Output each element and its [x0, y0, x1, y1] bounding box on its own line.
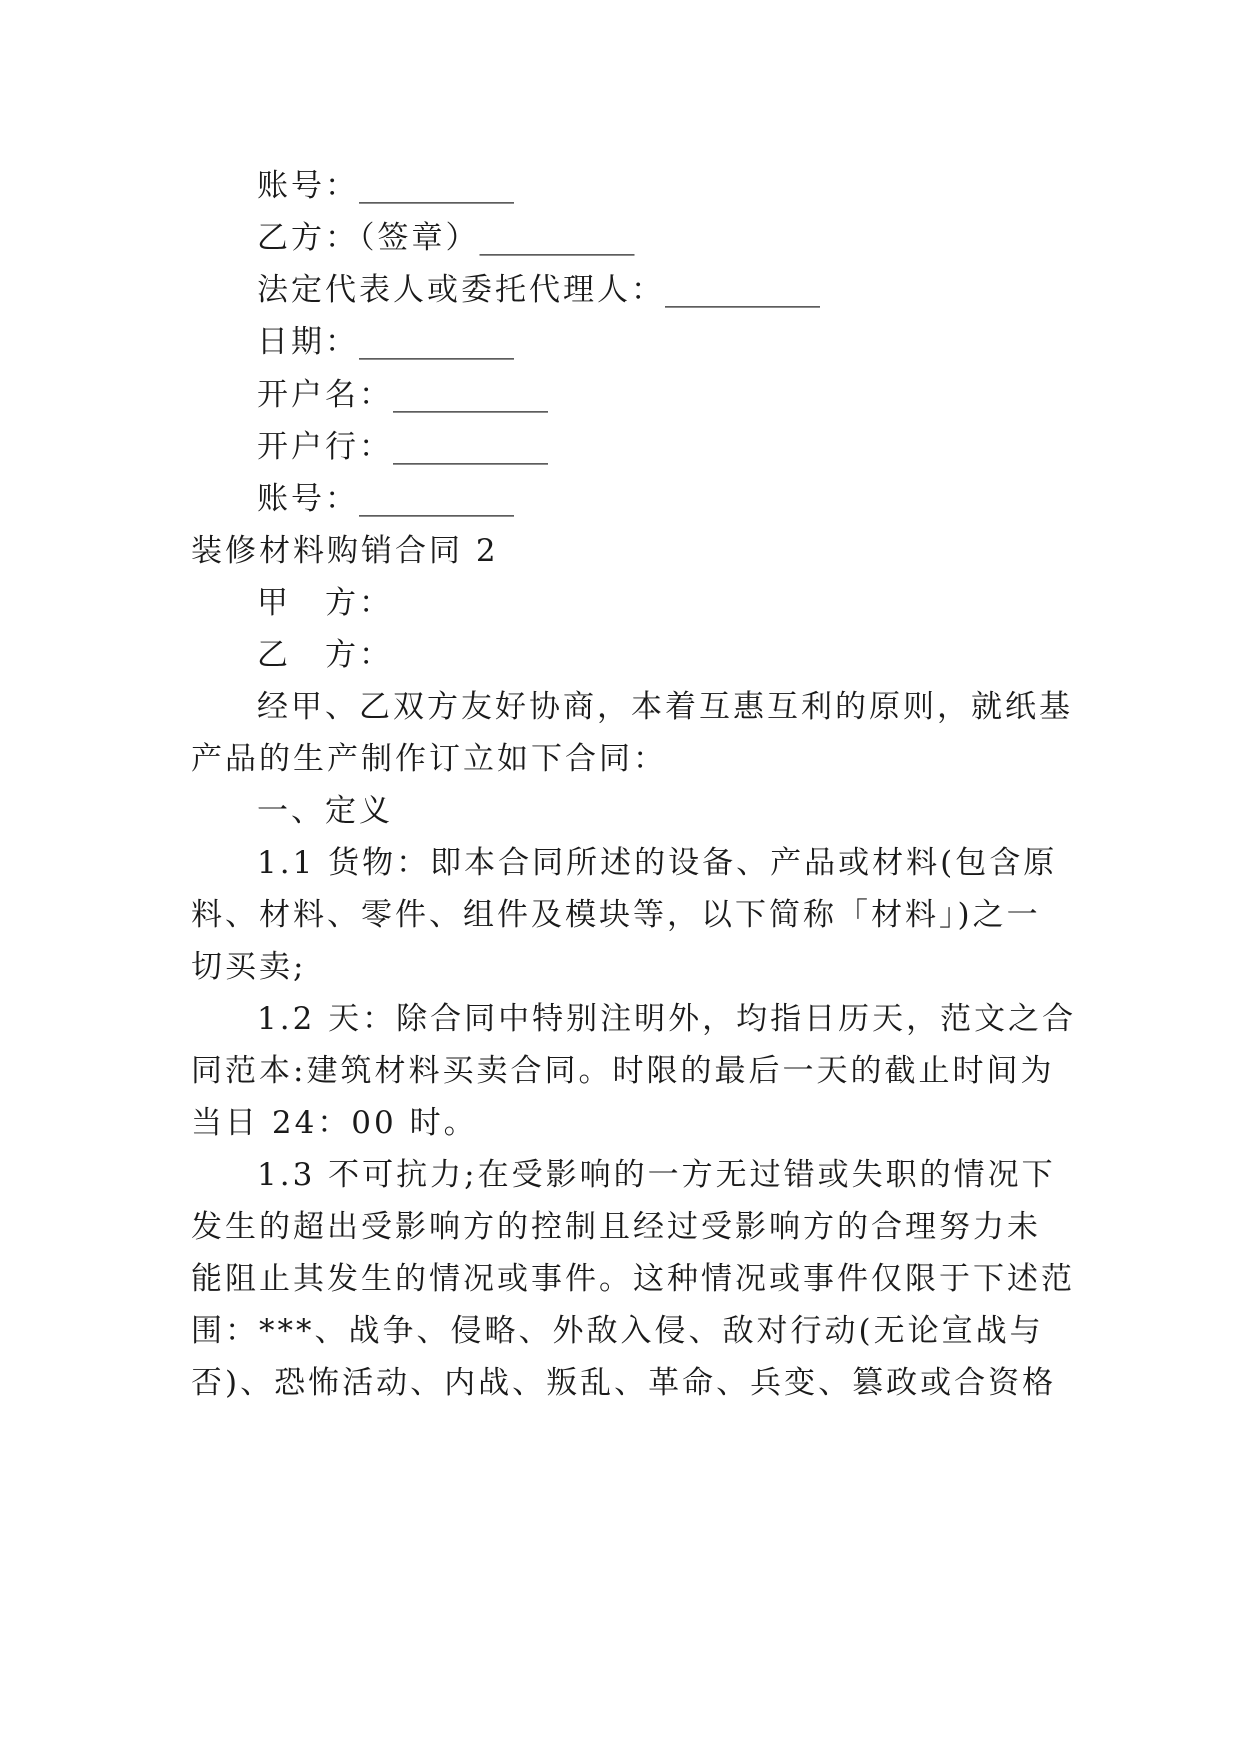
contract-title: 装修材料购销合同 2: [191, 533, 499, 569]
account-name-label: 开户名：: [257, 377, 393, 413]
clause-1-3-line-5: 否)、恐怖活动、内战、叛乱、革命、兵变、篡政或合资格: [191, 1365, 1057, 1401]
account-label: 账号：: [257, 168, 359, 204]
legal-rep-label: 法定代表人或委托代理人：: [257, 272, 665, 308]
account-line-2: [257, 479, 1117, 519]
account-name-line: [257, 375, 1117, 415]
account-line-1: [257, 166, 1117, 206]
clause-1-2-line-2: 同范本:建筑材料买卖合同。时限的最后一天的截止时间为: [191, 1053, 1055, 1089]
legal-rep-blank: __________: [665, 272, 820, 308]
party-b-seal-line: [257, 218, 1117, 258]
clause-1-3-line-4: 围：***、战争、侵略、外敌入侵、敌对行动(无论宣战与: [191, 1313, 1044, 1349]
account-name-blank: __________: [393, 377, 548, 413]
clause-1-1-line-3: 切买卖;: [191, 949, 307, 985]
clause-1-1-line-2: 料、材料、零件、组件及模块等，以下简称「材料」)之一: [191, 897, 1041, 933]
party-b-line: 乙 方：: [257, 637, 393, 673]
bank-line: [257, 427, 1117, 467]
party-a-line: 甲 方：: [257, 585, 393, 621]
account-label-2: 账号：: [257, 481, 359, 517]
party-b-seal-label: 乙方：（签章）: [257, 220, 480, 256]
intro-line-2: 产品的生产制作订立如下合同：: [191, 741, 667, 777]
clause-1-3-line-2: 发生的超出受影响方的控制且经过受影响方的合理努力未: [191, 1209, 1041, 1245]
clause-1-1-line-1: 1.1 货物：即本合同所述的设备、产品或材料(包含原: [257, 845, 1058, 881]
bank-blank: __________: [393, 429, 548, 465]
date-label: 日期：: [257, 324, 359, 360]
section-1-heading: 一、定义: [257, 793, 393, 829]
account-blank-2: __________: [359, 481, 514, 517]
date-blank: __________: [359, 324, 514, 360]
bank-label: 开户行：: [257, 429, 393, 465]
legal-rep-line: [257, 270, 1117, 310]
clause-1-2-line-3: 当日 24：00 时。: [191, 1105, 478, 1141]
clause-1-3-line-1: 1.3 不可抗力;在受影响的一方无过错或失职的情况下: [257, 1157, 1056, 1193]
clause-1-2-line-1: 1.2 天：除合同中特别注明外，均指日历天，范文之合: [257, 1001, 1077, 1037]
intro-line-1: 经甲、乙双方友好协商，本着互惠互利的原则，就纸基: [257, 689, 1073, 725]
clause-1-3-line-3: 能阻止其发生的情况或事件。这种情况或事件仅限于下述范: [191, 1261, 1075, 1297]
account-blank: __________: [359, 168, 514, 204]
party-b-seal-blank: __________: [479, 220, 635, 256]
date-line: [257, 322, 1117, 362]
